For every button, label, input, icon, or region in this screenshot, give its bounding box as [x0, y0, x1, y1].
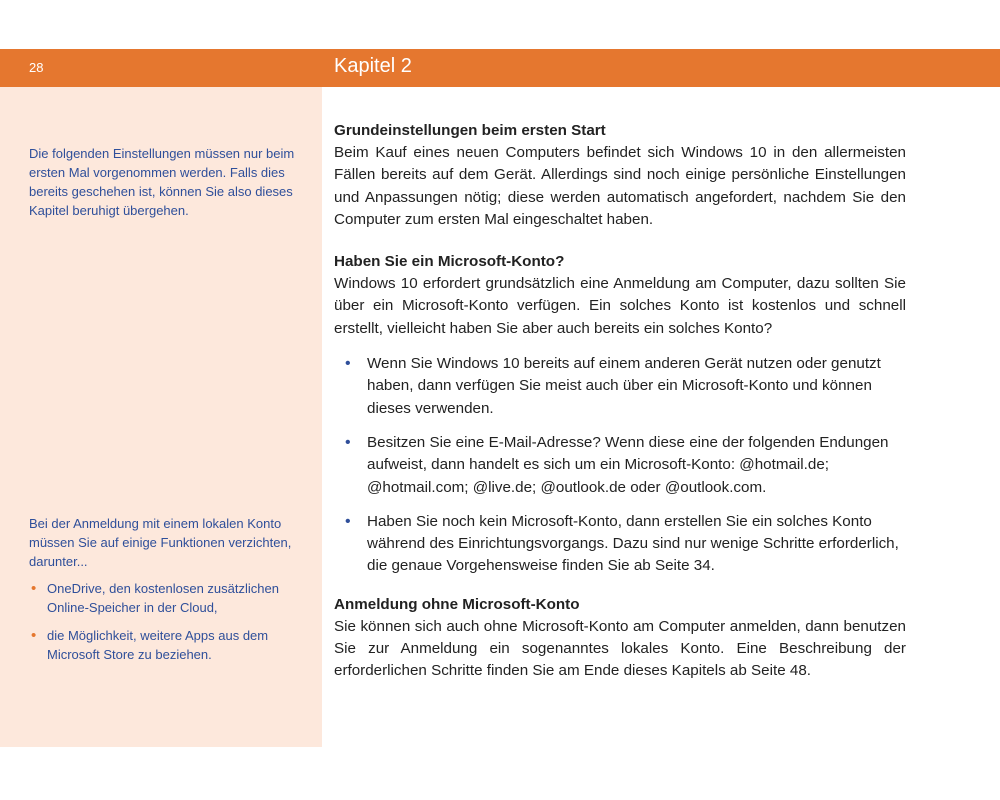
section-microsoft-account [334, 251, 906, 578]
bullet-icon: • [345, 512, 351, 530]
list-item [29, 579, 315, 617]
list-item [334, 353, 906, 420]
section-first-start [334, 120, 906, 231]
sidebar-note-list [29, 579, 315, 664]
main-content [334, 120, 906, 703]
chapter-title: Kapitel 2 [334, 55, 412, 77]
list-item-text: Besitzen Sie eine E-Mail-Adresse? Wenn diese eine der folgenden Endungen aufweist, dann handelt es sich um ein Microsoft-Konto: @hotmail.de; @hotmail.com; @live.de; @outlook.de oder @outlook.com. [367, 433, 889, 496]
sidebar [0, 87, 322, 747]
section-local-account [334, 594, 906, 683]
page-number: 28 [29, 60, 44, 75]
list-item [334, 432, 906, 499]
chapter-header-bar [0, 49, 1000, 87]
section-body: Sie können sich auch ohne Microsoft-Konto am Computer anmelden, dann benutzen Sie zur Anmeldung ein sogenanntes lokales Konto. Eine Beschreibung der erforderlichen Schritte finden Sie am Ende dieses Kapitels ab Seite 48. [334, 617, 906, 680]
bullet-icon: • [345, 433, 351, 451]
bullet-icon: • [31, 580, 37, 597]
section-heading: Haben Sie ein Microsoft-Konto? [334, 253, 565, 271]
list-item-text: Haben Sie noch kein Microsoft-Konto, dann erstellen Sie ein solches Konto während des Einrichtungsvorgangs. Dazu sind nur wenige Schritte erforderlich, die genaue Vorgehensweise finden Sie ab Seite 34. [367, 512, 899, 575]
list-item [334, 511, 906, 578]
sidebar-note-first-setup [29, 144, 315, 220]
bullet-list [334, 353, 906, 578]
bullet-icon: • [345, 355, 351, 373]
list-item-text: OneDrive, den kostenlosen zusätzlichen Online-Speicher in der Cloud, [47, 581, 279, 615]
section-body: Windows 10 erfordert grundsätzlich eine Anmeldung am Computer, dazu sollten Sie über ein Microsoft-Konto verfügen. Ein solches Konto ist kostenlos und schnell erstellt, vielleicht haben Sie aber auch bereits ein solches Konto? [334, 275, 906, 337]
sidebar-note-local-account [29, 514, 315, 673]
sidebar-note-intro: Bei der Anmeldung mit einem lokalen Konto müssen Sie auf einige Funktionen verzichten, darunter... [29, 516, 292, 569]
list-item-text: die Möglichkeit, weitere Apps aus dem Microsoft Store zu beziehen. [47, 628, 269, 662]
bullet-icon: • [31, 627, 37, 644]
list-item [29, 626, 315, 664]
section-body: Beim Kauf eines neuen Computers befindet sich Windows 10 in den allermeisten Fällen bereits auf dem Gerät. Allerdings sind noch einige persönliche Einstellungen und Anpassungen nötig; diese werden automatisch angefordert, nachdem Sie den Computer zum ersten Mal eingeschaltet haben. [334, 144, 906, 228]
sidebar-note-text: Die folgenden Einstellungen müssen nur beim ersten Mal vorgenommen werden. Falls dies bereits geschehen ist, können Sie also dieses Kapitel beruhigt übergehen. [29, 146, 295, 218]
list-item-text: Wenn Sie Windows 10 bereits auf einem anderen Gerät nutzen oder genutzt haben, dann verfügen Sie meist auch über ein Microsoft-Konto und können dieses verwenden. [367, 355, 881, 417]
section-heading: Grundeinstellungen beim ersten Start [334, 122, 606, 139]
section-heading: Anmeldung ohne Microsoft-Konto [334, 595, 580, 613]
